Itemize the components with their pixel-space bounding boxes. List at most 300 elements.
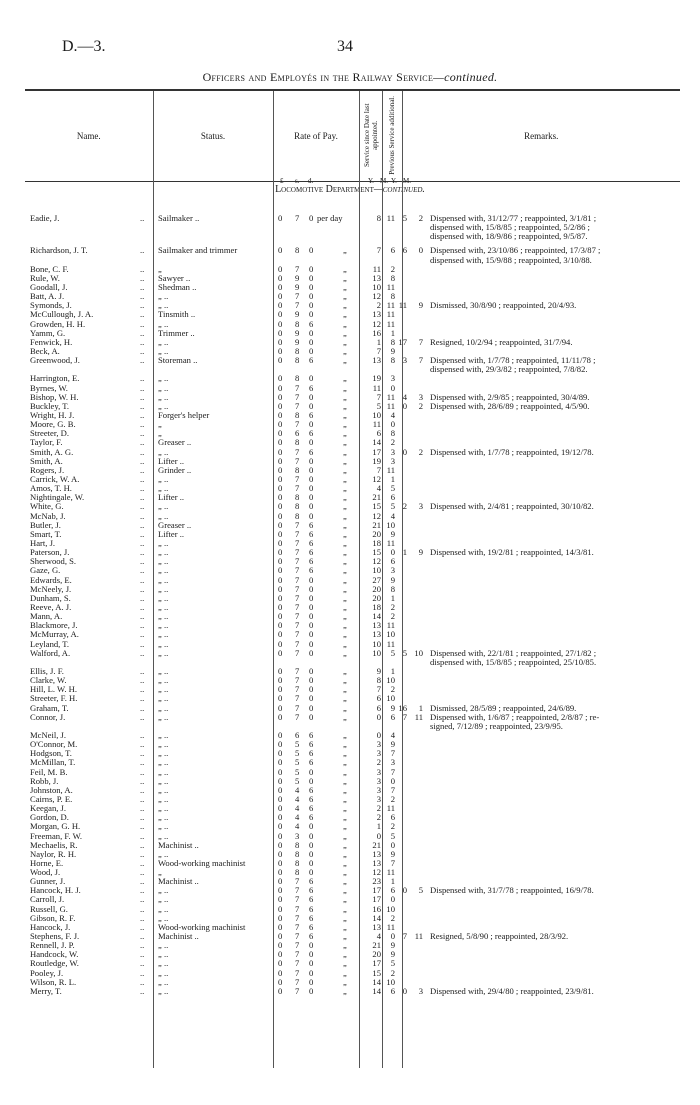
pay-shillings: 7 <box>295 547 300 558</box>
pay-shillings: 7 <box>295 665 300 676</box>
pay-period: „ <box>343 327 347 338</box>
employee-name: Carroll, J. <box>30 894 65 905</box>
employee-status: Greaser .. <box>158 519 192 530</box>
pay-pence: 6 <box>309 355 314 366</box>
service-years: 20 <box>372 583 381 594</box>
pay-pence: 0 <box>309 346 314 356</box>
pay-pence: 0 <box>309 473 314 484</box>
employee-status: „ <box>158 419 162 430</box>
pay-pounds: 0 <box>278 748 283 759</box>
employee-status: „ .. <box>158 583 169 594</box>
pay-pounds: 0 <box>278 291 283 302</box>
employee-name: Amos, T. H. <box>30 483 72 494</box>
pay-period: „ <box>343 318 347 329</box>
leader-dots: .. <box>140 812 145 823</box>
pay-shillings: 8 <box>295 857 300 868</box>
table-row <box>25 914 680 923</box>
pay-period: „ <box>343 702 347 713</box>
pay-pounds: 0 <box>278 492 283 503</box>
employee-status: „ .. <box>158 556 169 567</box>
pay-period: „ <box>343 784 347 795</box>
table-row <box>25 420 680 429</box>
employee-name: Wright, H. J. <box>30 410 75 420</box>
leader-dots: .. <box>140 213 145 223</box>
pay-pounds: 0 <box>278 620 283 631</box>
pay-period: „ <box>343 949 347 960</box>
leader-dots: .. <box>140 492 145 503</box>
pay-shillings: 7 <box>295 300 300 311</box>
table-row <box>25 959 680 968</box>
employee-name: Smith, A. G. <box>30 446 74 457</box>
employee-status: Lifter .. <box>158 455 185 466</box>
employee-name: Streeter, F. H. <box>30 693 78 704</box>
service-years: 12 <box>372 291 381 302</box>
header-previous-text: Previous Service additional. <box>388 95 396 175</box>
pay-pounds: 0 <box>278 428 283 439</box>
remarks-line: Dispensed with, 23/10/86 ; reappointed, 17/3/87 ; <box>430 245 601 256</box>
service-months: 9 <box>390 528 395 539</box>
pay-period: per day <box>317 213 343 223</box>
remarks <box>430 886 680 895</box>
table-row <box>25 649 680 667</box>
pay-pence: 6 <box>309 748 314 759</box>
leader-dots: .. <box>140 748 145 759</box>
previous-months: 1 <box>418 702 423 713</box>
pay-shillings: 5 <box>295 739 300 750</box>
pay-pounds: 0 <box>278 263 283 274</box>
pay-shillings: 7 <box>295 976 300 987</box>
pay-pence: 0 <box>309 629 314 640</box>
page-number: 34 <box>337 38 353 55</box>
leader-dots: .. <box>140 711 145 722</box>
service-months: 6 <box>390 885 395 896</box>
table-row <box>25 530 680 539</box>
pay-period: „ <box>343 793 347 804</box>
pay-pounds: 0 <box>278 282 283 293</box>
pay-pence: 0 <box>309 419 314 430</box>
employee-name: Robb, J. <box>30 775 59 786</box>
pay-pence: 0 <box>309 675 314 686</box>
pay-shillings: 5 <box>295 775 300 786</box>
unit-m2: M. <box>403 177 411 185</box>
previous-years: 0 <box>402 400 407 411</box>
remarks-line: Dispensed with, 1/6/87 ; reappointed, 2/8/87 ; re- <box>430 711 600 722</box>
employee-status: „ .. <box>158 291 169 302</box>
previous-months: 7 <box>418 355 423 366</box>
pay-pence: 0 <box>309 510 314 521</box>
pay-pence: 0 <box>309 821 314 832</box>
pay-pounds: 0 <box>278 556 283 567</box>
pay-pence: 6 <box>309 793 314 804</box>
leader-dots: .. <box>140 757 145 768</box>
employee-name: Buckley, T. <box>30 400 69 411</box>
previous-months: 5 <box>418 885 423 896</box>
service-months: 1 <box>390 327 395 338</box>
service-years: 7 <box>376 391 381 402</box>
table-row <box>25 557 680 566</box>
employee-status: „ <box>158 428 162 439</box>
remarks-line: Dispensed with, 29/4/80 ; reappointed, 23/9/81. <box>430 985 594 996</box>
pay-pounds: 0 <box>278 629 283 640</box>
pay-pounds: 0 <box>278 565 283 576</box>
employee-name: Smart, T. <box>30 528 62 539</box>
pay-shillings: 7 <box>295 400 300 411</box>
leader-dots: .. <box>140 702 145 713</box>
service-years: 6 <box>376 693 381 704</box>
table-row <box>25 283 680 292</box>
employee-status: „ .. <box>158 775 169 786</box>
service-months: 5 <box>390 958 395 969</box>
pay-pence: 0 <box>309 583 314 594</box>
leader-dots: .. <box>140 410 145 420</box>
pay-pence: 0 <box>309 272 314 283</box>
pay-shillings: 8 <box>295 245 300 256</box>
pay-period: „ <box>343 684 347 695</box>
pay-shillings: 7 <box>295 382 300 393</box>
header-rate: Rate of Pay. <box>273 90 359 182</box>
service-months: 10 <box>386 629 395 640</box>
pay-period: „ <box>343 510 347 521</box>
title-continued: —continued. <box>433 70 498 84</box>
pay-shillings: 7 <box>295 263 300 274</box>
pay-pounds: 0 <box>278 647 283 658</box>
leader-dots: .. <box>140 291 145 302</box>
pay-pence: 0 <box>309 702 314 713</box>
previous-months: 7 <box>418 336 423 347</box>
table-row <box>25 274 680 283</box>
leader-dots: .. <box>140 675 145 686</box>
employee-name: Hodgson, T. <box>30 748 72 759</box>
service-years: 10 <box>372 565 381 576</box>
previous-months: 9 <box>418 300 423 311</box>
employee-name: Richardson, J. T. <box>30 245 88 256</box>
pay-period: „ <box>343 638 347 649</box>
leader-dots: .. <box>140 766 145 777</box>
service-months: 1 <box>390 473 395 484</box>
pay-shillings: 7 <box>295 592 300 603</box>
pay-shillings: 7 <box>295 446 300 457</box>
pay-period: „ <box>343 675 347 686</box>
leader-dots: .. <box>140 976 145 987</box>
pay-shillings: 7 <box>295 601 300 612</box>
pay-pence: 0 <box>309 483 314 494</box>
pay-pounds: 0 <box>278 793 283 804</box>
remarks <box>430 649 680 667</box>
pay-pence: 0 <box>309 601 314 612</box>
pay-shillings: 7 <box>295 985 300 996</box>
section-continued: —continued. <box>373 184 425 195</box>
employee-name: Nightingale, W. <box>30 492 85 503</box>
pay-pence: 6 <box>309 428 314 439</box>
employee-name: Byrnes, W. <box>30 382 68 393</box>
table-row <box>25 850 680 859</box>
leader-dots: .. <box>140 300 145 311</box>
pay-shillings: 7 <box>295 903 300 914</box>
employee-name: McMurray, A. <box>30 629 79 640</box>
pay-shillings: 7 <box>295 949 300 960</box>
pay-pence: 0 <box>309 492 314 503</box>
leader-dots: .. <box>140 601 145 612</box>
employee-name: Goodall, J. <box>30 282 68 293</box>
pay-shillings: 8 <box>295 464 300 475</box>
pay-pounds: 0 <box>278 446 283 457</box>
leader-dots: .. <box>140 464 145 475</box>
employee-name: Gibson, R. F. <box>30 912 76 923</box>
pay-pence: 0 <box>309 574 314 585</box>
leader-dots: .. <box>140 382 145 393</box>
table-row <box>25 832 680 841</box>
employee-name: Bone, C. F. <box>30 263 69 274</box>
employee-status: „ .. <box>158 757 169 768</box>
leader-dots: .. <box>140 912 145 923</box>
employee-name: Symonds, J. <box>30 300 72 311</box>
employee-name: Rule, W. <box>30 272 60 283</box>
pay-shillings: 8 <box>295 501 300 512</box>
table-row <box>25 987 680 996</box>
pay-shillings: 7 <box>295 711 300 722</box>
service-months: 2 <box>390 601 395 612</box>
leader-dots: .. <box>140 876 145 887</box>
page-header <box>62 38 662 58</box>
pay-shillings: 9 <box>295 309 300 320</box>
unit-pence: d. <box>308 177 314 185</box>
service-months: 2 <box>390 821 395 832</box>
service-months: 10 <box>386 903 395 914</box>
table-row <box>25 457 680 466</box>
leader-dots: .. <box>140 501 145 512</box>
pay-pence: 0 <box>309 976 314 987</box>
employee-status: „ .. <box>158 821 169 832</box>
pay-pounds: 0 <box>278 272 283 283</box>
pay-pounds: 0 <box>278 949 283 960</box>
service-years: 14 <box>372 976 381 987</box>
employee-name: Butler, J. <box>30 519 61 530</box>
pay-shillings: 8 <box>295 839 300 850</box>
leader-dots: .. <box>140 857 145 868</box>
pay-pounds: 0 <box>278 611 283 622</box>
service-months: 7 <box>390 748 395 759</box>
document-code: D.—3. <box>62 38 106 55</box>
pay-shillings: 7 <box>295 675 300 686</box>
service-years: 16 <box>372 327 381 338</box>
leader-dots: .. <box>140 547 145 558</box>
service-years: 2 <box>376 803 381 814</box>
pay-period: „ <box>343 757 347 768</box>
leader-dots: .. <box>140 473 145 484</box>
pay-shillings: 4 <box>295 812 300 823</box>
service-years: 17 <box>372 958 381 969</box>
employee-name: Growden, H. H. <box>30 318 86 329</box>
remarks-line: dispensed with, 18/9/86 ; reappointed, 9/5/87. <box>430 231 588 242</box>
pay-pounds: 0 <box>278 958 283 969</box>
pay-pence: 6 <box>309 318 314 329</box>
pay-period: „ <box>343 410 347 420</box>
pay-shillings: 7 <box>295 611 300 622</box>
pay-pounds: 0 <box>278 711 283 722</box>
leader-dots: .. <box>140 309 145 320</box>
employee-status: „ .. <box>158 702 169 713</box>
pay-period: „ <box>343 912 347 923</box>
leader-dots: .. <box>140 985 145 996</box>
pay-shillings: 4 <box>295 821 300 832</box>
employee-name: Smith, A. <box>30 455 63 466</box>
remarks <box>430 448 680 457</box>
service-months: 4 <box>390 729 395 740</box>
service-years: 23 <box>372 876 381 887</box>
service-months: 10 <box>386 693 395 704</box>
pay-period: „ <box>343 528 347 539</box>
service-months: 8 <box>390 583 395 594</box>
pay-period: „ <box>343 373 347 384</box>
pay-period: „ <box>343 336 347 347</box>
pay-shillings: 9 <box>295 336 300 347</box>
service-years: 0 <box>376 711 381 722</box>
service-years: 11 <box>372 263 381 274</box>
pay-pounds: 0 <box>278 839 283 850</box>
employee-status: Sawyer .. <box>158 272 191 283</box>
table-row <box>25 804 680 813</box>
previous-years: 7 <box>402 931 407 942</box>
table-row <box>25 585 680 594</box>
employee-name: Rogers, J. <box>30 464 65 475</box>
pay-pence: 6 <box>309 876 314 887</box>
remarks-line: dispensed with, 29/3/82 ; reappointed, 7/8/82. <box>430 364 588 375</box>
pay-period: „ <box>343 940 347 951</box>
pay-pence: 6 <box>309 410 314 420</box>
employee-name: Gordon, D. <box>30 812 69 823</box>
employee-name: Bishop, W. H. <box>30 391 79 402</box>
service-years: 2 <box>376 300 381 311</box>
pay-pence: 0 <box>309 684 314 695</box>
table-row <box>25 932 680 941</box>
title-main: Officers and Employés in the Railway Service <box>202 70 434 84</box>
employee-name: Hill, L. W. H. <box>30 684 78 695</box>
service-months: 1 <box>390 665 395 676</box>
pay-period: „ <box>343 446 347 457</box>
pay-period: „ <box>343 812 347 823</box>
employee-status: Greaser .. <box>158 437 192 448</box>
table-row <box>25 859 680 868</box>
employee-name: McNeely, J. <box>30 583 72 594</box>
pay-period: „ <box>343 437 347 448</box>
leader-dots: .. <box>140 867 145 878</box>
remarks-line: dispensed with, 15/9/88 ; reappointed, 3/10/88. <box>430 254 592 265</box>
pay-pounds: 0 <box>278 601 283 612</box>
pay-pounds: 0 <box>278 931 283 942</box>
service-months: 2 <box>390 437 395 448</box>
service-years: 13 <box>372 272 381 283</box>
employee-name: Hancock, H. J. <box>30 885 81 896</box>
employee-name: Mechaelis, R. <box>30 839 78 850</box>
pay-pence: 0 <box>309 857 314 868</box>
service-months: 0 <box>390 931 395 942</box>
employee-name: Naylor, R. H. <box>30 848 77 859</box>
pay-shillings: 8 <box>295 410 300 420</box>
leader-dots: .. <box>140 519 145 530</box>
employee-status: „ .. <box>158 903 169 914</box>
pay-pence: 6 <box>309 757 314 768</box>
pay-period: „ <box>343 647 347 658</box>
pay-pence: 0 <box>309 455 314 466</box>
table-row <box>25 448 680 457</box>
pay-shillings: 7 <box>295 419 300 430</box>
service-years: 14 <box>372 611 381 622</box>
remarks <box>430 987 680 996</box>
employee-name: Rennell, J. P. <box>30 940 75 951</box>
pay-pounds: 0 <box>278 985 283 996</box>
pay-pounds: 0 <box>278 483 283 494</box>
pay-pounds: 0 <box>278 464 283 475</box>
service-years: 13 <box>372 620 381 631</box>
service-months: 6 <box>390 245 395 256</box>
pay-pounds: 0 <box>278 766 283 777</box>
leader-dots: .. <box>140 775 145 786</box>
service-years: 20 <box>372 592 381 603</box>
pay-pence: 6 <box>309 903 314 914</box>
pay-pence: 6 <box>309 931 314 942</box>
pay-pounds: 0 <box>278 684 283 695</box>
leader-dots: .. <box>140 638 145 649</box>
leader-dots: .. <box>140 940 145 951</box>
service-years: 20 <box>372 528 381 539</box>
pay-shillings: 7 <box>295 483 300 494</box>
table-row <box>25 320 680 329</box>
employee-status: „ .. <box>158 446 169 457</box>
table-row <box>25 905 680 914</box>
employee-name: Harrington, E. <box>30 373 80 384</box>
remarks-line: Dispensed with, 31/12/77 ; reappointed, 3/1/81 ; <box>430 213 597 223</box>
pay-shillings: 4 <box>295 803 300 814</box>
service-years: 18 <box>372 537 381 548</box>
pay-shillings: 3 <box>295 830 300 841</box>
pay-pounds: 0 <box>278 885 283 896</box>
pay-shillings: 7 <box>295 629 300 640</box>
table-row <box>25 356 680 374</box>
pay-period: „ <box>343 592 347 603</box>
service-months: 11 <box>386 638 395 649</box>
pay-period: „ <box>343 309 347 320</box>
pay-period: „ <box>343 903 347 914</box>
pay-period: „ <box>343 382 347 393</box>
employee-status: „ <box>158 867 162 878</box>
pay-pence: 6 <box>309 537 314 548</box>
service-years: 21 <box>372 492 381 503</box>
employee-name: Sherwood, S. <box>30 556 77 567</box>
pay-pounds: 0 <box>278 775 283 786</box>
pay-period: „ <box>343 355 347 366</box>
table-row <box>25 923 680 932</box>
pay-pence: 0 <box>309 867 314 878</box>
leader-dots: .. <box>140 620 145 631</box>
service-months: 11 <box>386 391 395 402</box>
unit-shilling: s. <box>295 177 300 185</box>
pay-pence: 0 <box>309 693 314 704</box>
employee-name: White, G. <box>30 501 64 512</box>
table-row <box>25 512 680 521</box>
service-years: 19 <box>372 373 381 384</box>
employee-status: „ .. <box>158 739 169 750</box>
employee-name: Handcock, W. <box>30 949 79 960</box>
pay-period: „ <box>343 601 347 612</box>
table-row <box>25 749 680 758</box>
service-months: 0 <box>390 547 395 558</box>
employee-status: „ .. <box>158 684 169 695</box>
employee-status: Grinder .. <box>158 464 192 475</box>
service-years: 12 <box>372 556 381 567</box>
service-months: 10 <box>386 675 395 686</box>
remarks-line: Dispensed with, 22/1/81 ; reappointed, 27/1/82 ; <box>430 647 597 658</box>
employee-name: Keegan, J. <box>30 803 67 814</box>
